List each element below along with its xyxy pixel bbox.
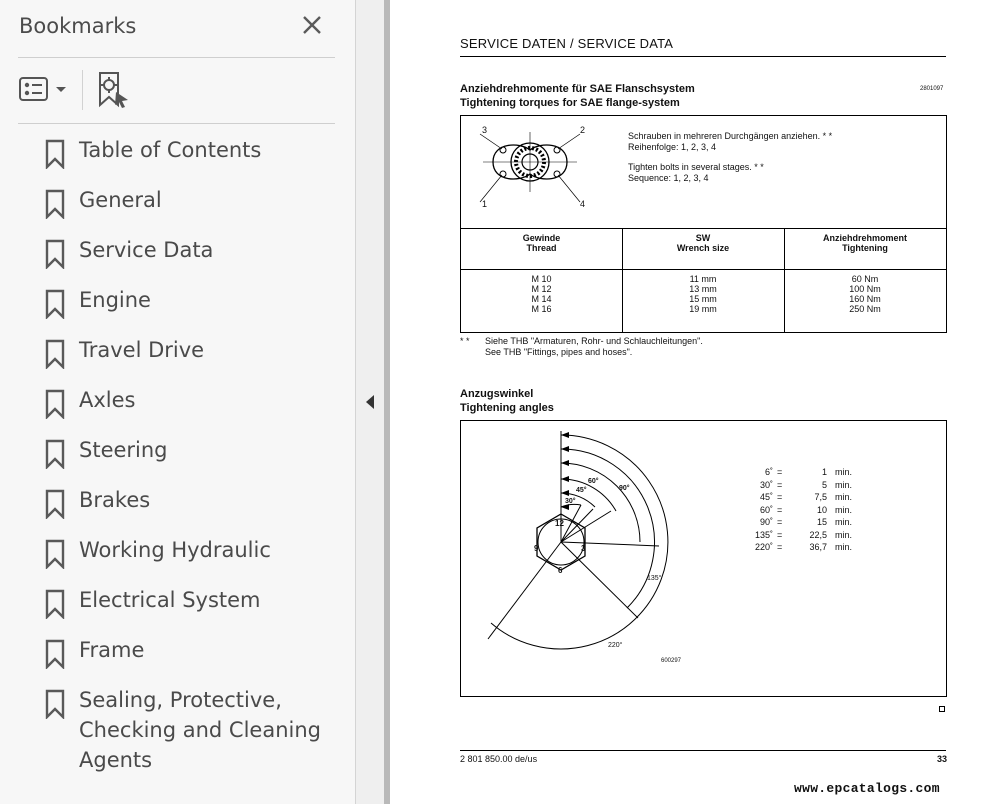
angle-label: 135° [647, 575, 662, 582]
header-de: Anziehdrehmoment [822, 233, 907, 243]
bookmark-label: Working Hydraulic [79, 538, 271, 562]
note-en-line: Sequence: 1, 2, 3, 4 [628, 173, 709, 183]
triangle-left-icon [364, 392, 376, 412]
table-cell: 160 Nm [849, 294, 881, 304]
equals-sign: = [777, 542, 783, 552]
divider [18, 57, 335, 58]
page-number: 33 [936, 754, 947, 764]
angle-label: 30° [565, 498, 576, 505]
angle-label: 60° [588, 478, 599, 485]
table-cell: 100 Nm [849, 284, 881, 294]
table-cell: 11 mm [689, 274, 717, 284]
angle-value: 90˚ [759, 517, 773, 527]
bookmark-icon [44, 339, 66, 369]
note-de-line: Reihenfolge: 1, 2, 3, 4 [628, 142, 717, 152]
equals-sign: = [777, 529, 783, 540]
angles-row [751, 517, 861, 530]
angles-row [751, 480, 861, 493]
angles-box [460, 420, 947, 697]
unit: min. [835, 529, 853, 540]
hex-number: 6 [558, 566, 563, 575]
angle-value: 45˚ [759, 492, 773, 502]
minutes-value: 36,7 [809, 542, 827, 552]
section-title-en: Tightening torques for SAE flange-system [460, 97, 680, 109]
bookmark-label: Table of Contents [79, 138, 262, 162]
section-title-de: Anzugswinkel [460, 388, 534, 400]
divider [18, 123, 335, 124]
bookmark-item-working-hydraulic[interactable] [0, 535, 356, 569]
header-en: Tightening [842, 243, 888, 253]
table-cell: M 12 [531, 284, 552, 294]
note-de-line: Schrauben in mehreren Durchgängen anziehen. * * [628, 131, 833, 141]
bookmark-icon [44, 139, 66, 169]
bookmarks-panel [0, 0, 356, 804]
bookmark-item-frame[interactable] [0, 635, 356, 669]
unit: min. [835, 504, 853, 515]
bolt-number: 1 [482, 199, 488, 209]
minutes-value: 15 [816, 517, 827, 527]
collapse-panel-button[interactable] [364, 392, 376, 412]
bookmark-item-steering[interactable] [0, 435, 356, 469]
torque-column [784, 274, 946, 314]
section-title-en: Tightening angles [460, 402, 554, 414]
table-cell: M 10 [531, 274, 552, 284]
bookmark-icon [44, 189, 66, 219]
angle-value: 30˚ [759, 479, 773, 490]
angle-value: 135˚ [754, 529, 773, 540]
watermark: www.epcatalogs.com [794, 781, 940, 796]
angles-row [751, 505, 861, 518]
angle-label: 220° [608, 642, 623, 649]
bookmark-item-travel-drive[interactable] [0, 335, 356, 369]
bookmark-list [0, 135, 356, 791]
unit: min. [835, 542, 853, 552]
table-rule [461, 269, 946, 270]
angle-label: 45° [576, 487, 587, 494]
hex-number: 3 [581, 544, 586, 553]
equals-sign: = [777, 504, 783, 515]
bookmark-icon [44, 439, 66, 469]
bookmark-label: Service Data [79, 238, 214, 262]
table-cell: M 16 [531, 304, 552, 314]
bookmark-options-button[interactable] [18, 73, 70, 107]
table-header [461, 233, 622, 253]
bookmark-item-sealing-agents[interactable] [0, 685, 356, 775]
footnote-mark: * * [460, 336, 470, 346]
bookmark-icon [44, 389, 66, 419]
bookmark-item-general[interactable] [0, 185, 356, 219]
bookmark-icon [44, 239, 66, 269]
flange-diagram [475, 122, 585, 212]
table-cell: M 14 [531, 294, 552, 304]
page-header: SERVICE DATEN / SERVICE DATA [460, 36, 674, 51]
section-title-de: Anziehdrehmomente für SAE Flanschsystem [460, 83, 695, 95]
equals-sign: = [777, 479, 783, 490]
equals-sign: = [777, 467, 783, 477]
bookmark-label: Brakes [79, 488, 151, 512]
find-current-bookmark-icon [96, 70, 132, 110]
minutes-value: 22,5 [809, 529, 827, 540]
note-en-line: Tighten bolts in several stages. * * [628, 162, 764, 172]
header-en: Thread [526, 243, 557, 253]
angles-table [751, 467, 861, 555]
header-en: Wrench size [676, 243, 730, 253]
equals-sign: = [777, 492, 783, 502]
bookmark-item-engine[interactable] [0, 285, 356, 319]
list-options-icon [18, 73, 70, 107]
header-rule [460, 56, 946, 57]
angle-value: 220˚ [754, 542, 773, 552]
flange-box [460, 115, 947, 333]
bookmark-item-table-of-contents[interactable] [0, 135, 356, 169]
toolbar-separator [82, 70, 83, 110]
hex-number: 9 [534, 544, 539, 553]
bookmark-icon [44, 589, 66, 619]
bookmark-label: Engine [79, 288, 151, 312]
table-rule [461, 228, 946, 229]
unit: min. [835, 467, 853, 477]
angles-row [751, 492, 861, 505]
header-de: SW [695, 233, 711, 243]
angle-label: 90° [619, 485, 630, 492]
hex-number: 12 [555, 519, 564, 528]
header-de: Gewinde [522, 233, 561, 243]
unit: min. [835, 479, 853, 490]
bookmark-item-electrical-system[interactable] [0, 585, 356, 619]
figure-code: 2801097 [920, 86, 944, 92]
document-number: 2 801 850.00 de/us [460, 754, 538, 764]
unit: min. [835, 517, 853, 527]
angle-value: 60˚ [759, 504, 773, 515]
bolt-number: 4 [580, 199, 586, 209]
find-current-bookmark-button[interactable] [96, 70, 132, 110]
thread-column [461, 274, 622, 314]
unit: min. [835, 492, 853, 502]
bookmark-icon [44, 689, 66, 719]
close-icon [299, 12, 325, 38]
bookmark-label: Electrical System [79, 588, 261, 612]
equals-sign: = [777, 517, 783, 527]
bolt-number: 2 [580, 125, 586, 135]
bolt-number: 3 [482, 125, 488, 135]
tightening-angles-diagram [461, 421, 946, 696]
end-marker [939, 706, 945, 712]
table-cell: 250 Nm [849, 304, 881, 314]
bookmark-label: Frame [79, 638, 145, 662]
close-panel-button[interactable] [299, 12, 325, 38]
bookmark-item-axles[interactable] [0, 385, 356, 419]
footnote-en: See THB "Fittings, pipes and hoses". [485, 347, 633, 357]
wrench-column [622, 274, 784, 314]
bookmark-icon [44, 489, 66, 519]
table-cell: 15 mm [689, 294, 717, 304]
bookmark-icon [44, 289, 66, 319]
document-page [390, 0, 1006, 804]
bookmark-label: Steering [79, 438, 168, 462]
table-cell: 60 Nm [851, 274, 879, 284]
table-header [622, 233, 784, 253]
footnote-de: Siehe THB "Armaturen, Rohr- und Schlauchleitungen". [485, 336, 703, 346]
angles-row [751, 530, 861, 543]
table-cell: 19 mm [689, 304, 717, 314]
bookmark-item-brakes[interactable] [0, 485, 356, 519]
angles-row [751, 542, 861, 555]
bookmark-icon [44, 539, 66, 569]
bookmark-label: Travel Drive [79, 338, 205, 362]
minutes-value: 5 [821, 479, 827, 490]
angles-row [751, 467, 861, 480]
bookmark-label: Sealing, Protective, Checking and Cleaning Agents [79, 688, 322, 772]
angle-value: 6˚ [764, 467, 773, 477]
panel-title: Bookmarks [19, 14, 137, 38]
bookmark-label: General [79, 188, 162, 212]
bookmark-icon [44, 639, 66, 669]
bookmark-label: Axles [79, 388, 136, 412]
table-cell: 13 mm [689, 284, 717, 294]
minutes-value: 7,5 [814, 492, 827, 502]
figure-code: 600297 [661, 658, 682, 664]
bookmark-item-service-data[interactable] [0, 235, 356, 269]
footer-rule [460, 750, 946, 751]
table-header [784, 233, 946, 253]
minutes-value: 10 [816, 504, 827, 515]
minutes-value: 1 [821, 467, 827, 477]
